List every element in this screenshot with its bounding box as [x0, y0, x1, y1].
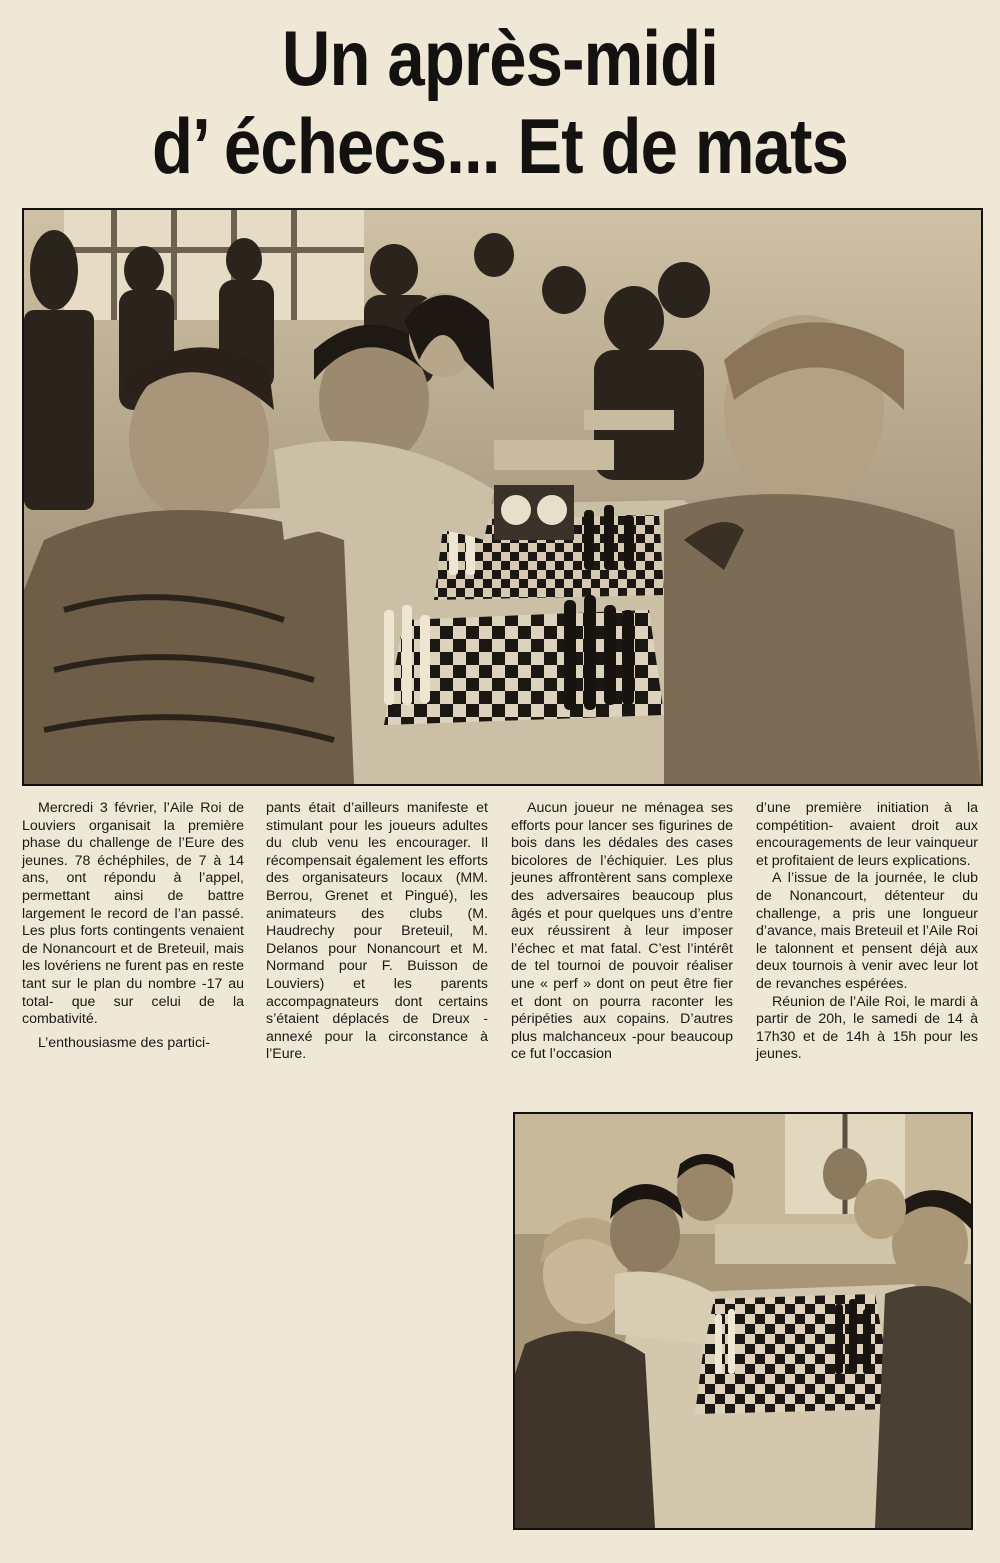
article-column-1	[22, 800, 244, 1052]
headline-line-2: d’ échecs... Et de mats	[151, 102, 849, 190]
article-paragraph: Réunion de l’Aile Roi, le mardi à partir de 20h, le samedi de 14 à 17h30 et de 14h à 15h pour les jeunes.	[756, 993, 978, 1063]
secondary-photo-image	[515, 1114, 971, 1528]
headline	[70, 14, 930, 190]
article-paragraph: Mercredi 3 février, l’Aile Roi de Louviers organisait la première phase du challenge de l’Eure des jeunes. 78 échéphiles, de 7 à 14 ans, ont répondu à l’appel, permettant ainsi de battre largement le record de l’an passé. Les plus forts contingents venaient de Nonancourt et de Breteuil, mais les lovériens ne furent pas en reste tant sur le plan du nombre -17 au total- que sur celui de la combativité.	[22, 800, 244, 1028]
article-paragraph: A l’issue de la journée, le club de Nonancourt, détenteur du challenge, a pris une longueur d’avance, mais Breteuil et l’Aile Roi le talonnent et pensent déjà aux deux tournois à venir avec leur lot de revanches espérées.	[756, 870, 978, 992]
main-photo	[22, 208, 983, 786]
main-photo-image	[24, 210, 981, 784]
article-paragraph: Aucun joueur ne ménagea ses efforts pour lancer ses figurines de bois dans les dédales des cases bicolores de l’échiquier. Les plus jeunes affrontèrent sans complexe des adversaires beaucoup plus âgés et pour quelques uns d’entre eux réussirent à leur imposer l’échec et mat fatal. C’est l’intérêt de tel tournoi de pouvoir réaliser une « perf » dont on peut être fier et dont on pourra raconter les péripéties aux copains. D’autres plus malchanceux -pour beaucoup ce fut l’occasion	[511, 800, 733, 1063]
article-paragraph: pants était d’ailleurs manifeste et stimulant pour les joueurs adultes du club venu les encourager. Il récompensait également les efforts des organisateurs locaux (MM. Berrou, Grenet et Pingué), les animateurs des clubs (M. Haudrechy pour Breteuil, M. Delanos pour Nonancourt et M. Normand pour F. Buisson de Louviers) et les parents accompagnateurs dont certains s’étaient déplacés de Dreux -annexé pour la circonstance à l’Eure.	[266, 800, 488, 1063]
article-column-3	[511, 800, 733, 1064]
article-paragraph: L’enthousiasme des partici-	[38, 1034, 210, 1051]
article-paragraph: d’une première initiation à la compétition- avaient droit aux encouragements de leur vainqueur et profitaient de leurs explications.	[756, 800, 978, 869]
secondary-photo	[513, 1112, 973, 1530]
article-column-4	[756, 800, 978, 1064]
headline-line-1: Un après-midi	[281, 14, 719, 102]
article-column-2	[266, 800, 488, 1064]
